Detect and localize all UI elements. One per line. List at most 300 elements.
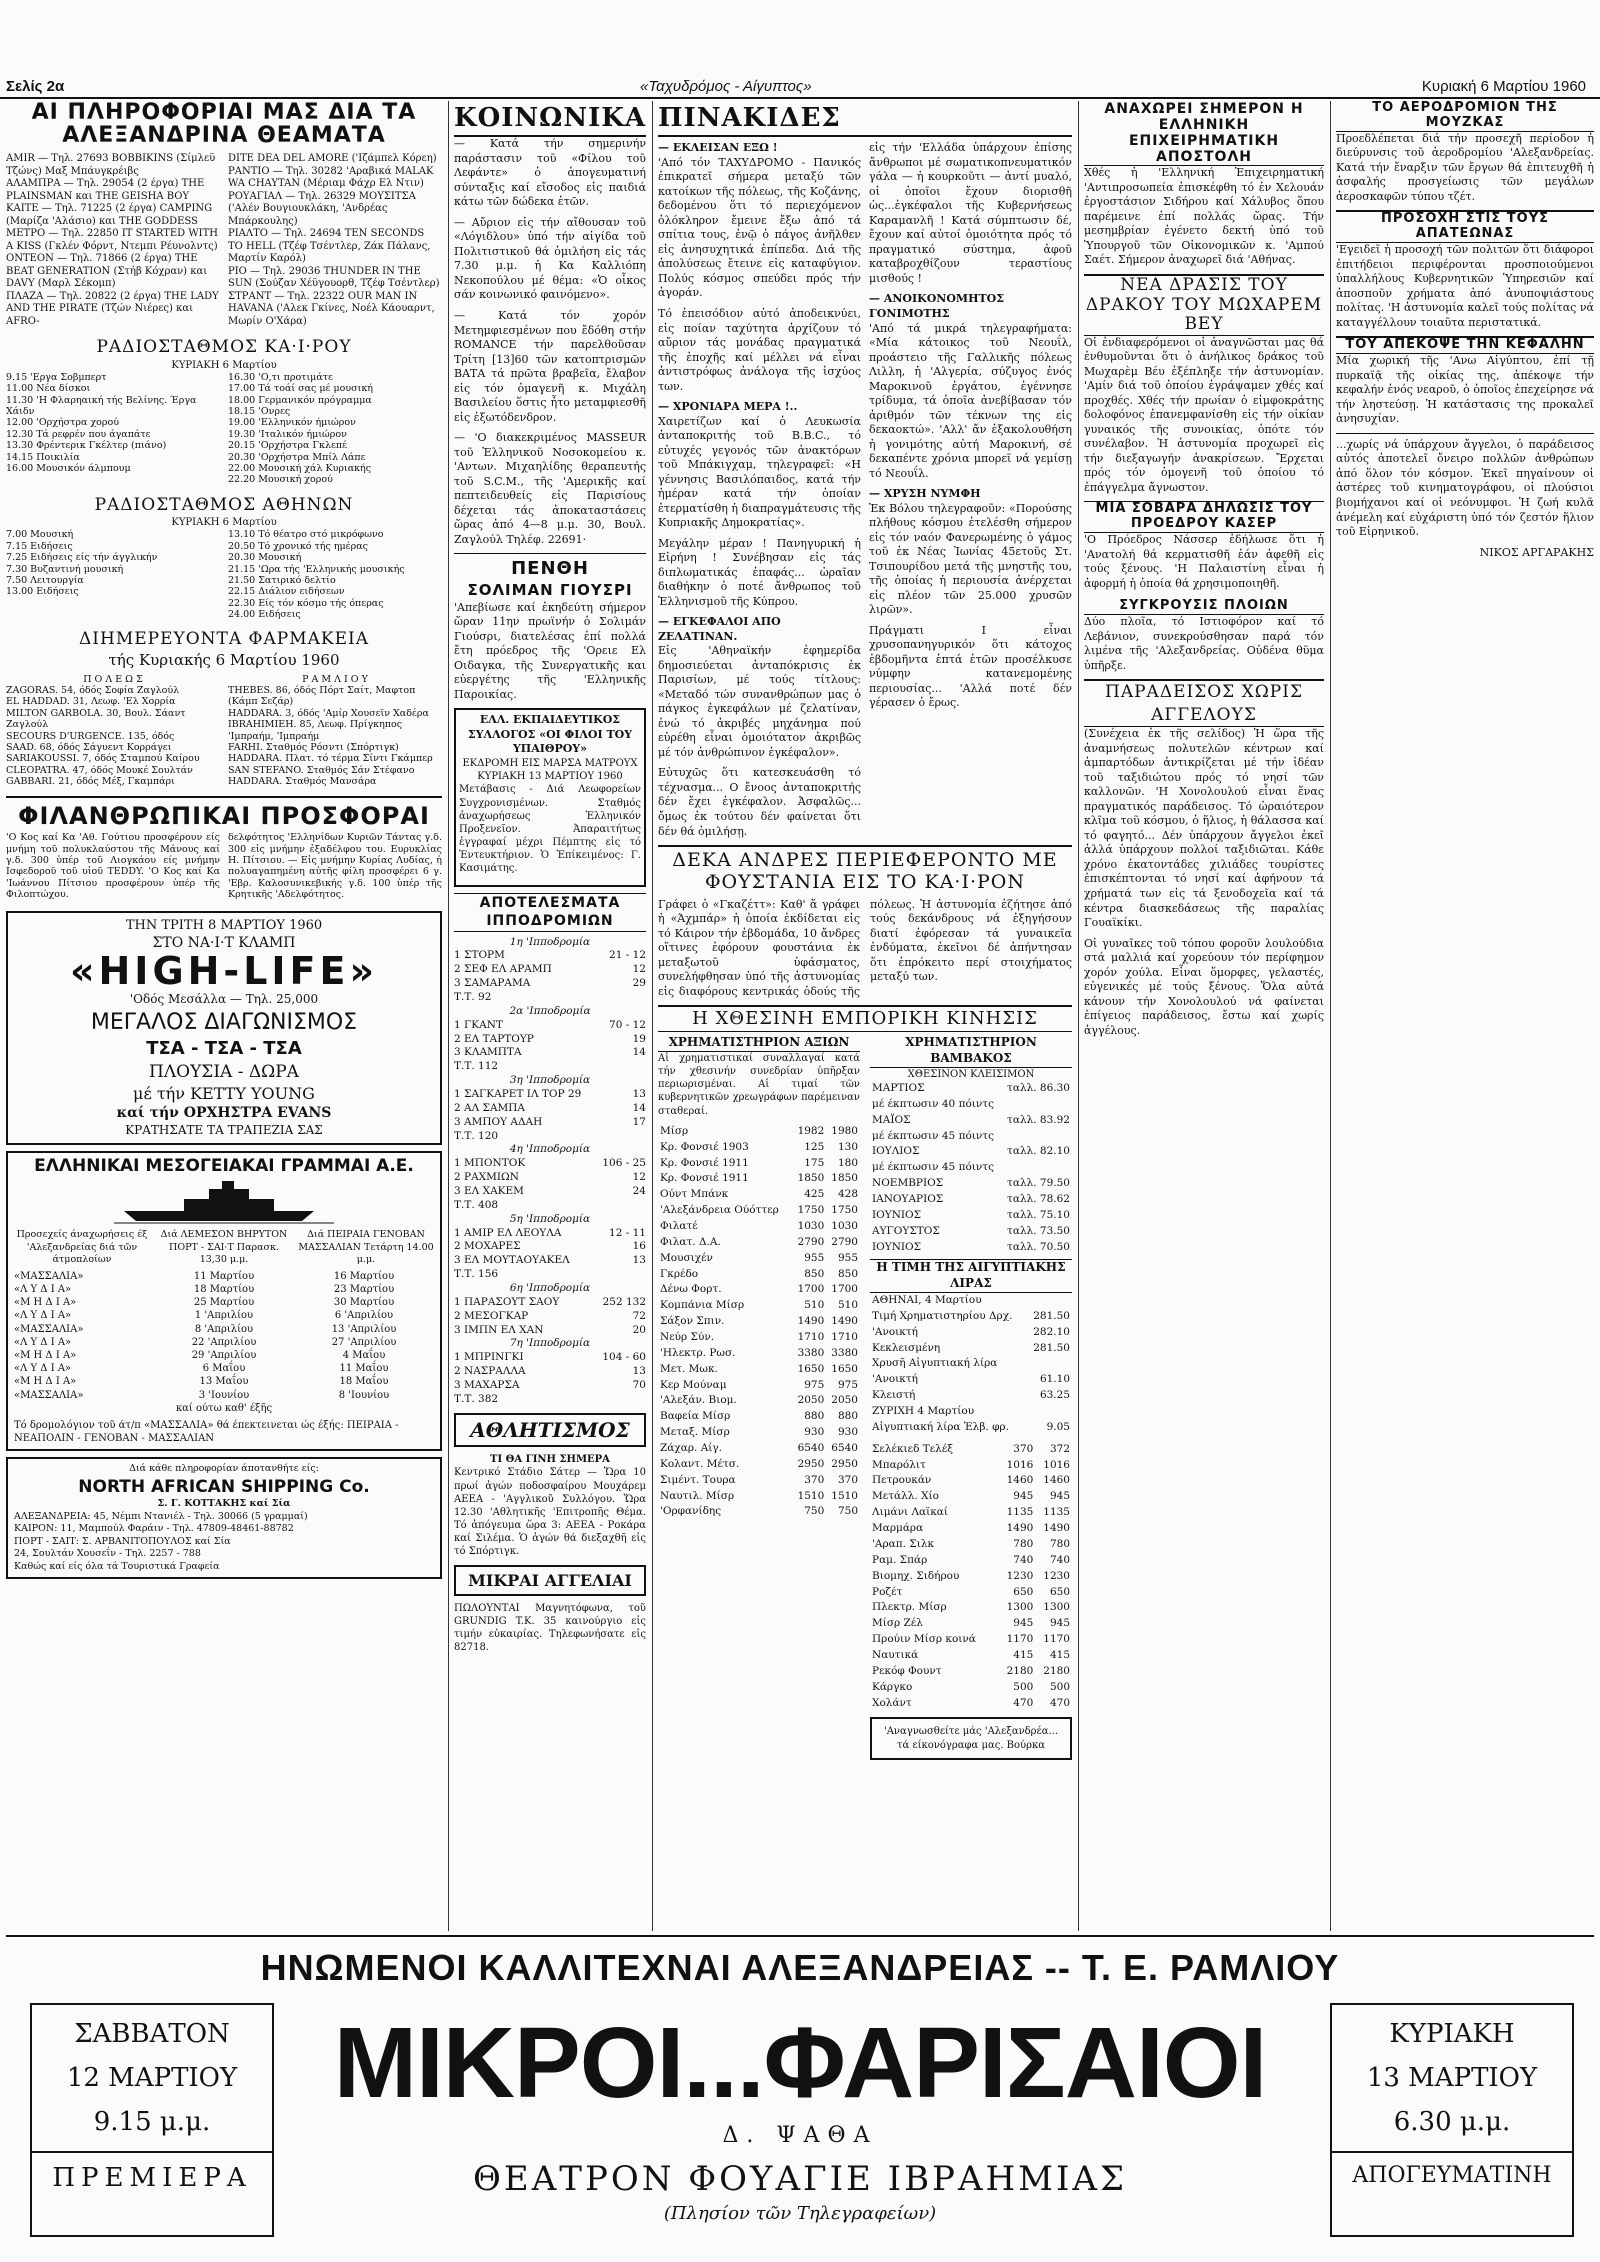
- table-label: ΙΟΥΝΙΟΣ: [872, 1208, 922, 1221]
- note-paragraph: 'Από τά μικρά τηλεγραφήματα: «Μία κάτοικος τοῦ Νεουΐλ, προάστειο τῆς Γαλλικῆς πόλεως Λιλλη, ἡ 'Αλγερία, σύζυγος ἐνός Μαροκινοῦ ἐργάτου, ἐγέννησε τρίδυμα, τά ὁποῖα ἀνεβίβασαν τόν ἀριθμόν τῶν τέκνων της εἰς δεκαοκτώ». 'Αλλ' ἄν ἐξακολουθήση ἡ γονιμότης αὐτή Μαροκινή, σέ δεκαπέντε χρόνια μπορεῖ νά γεμίσῃ τό Νεουΐλ.: [869, 321, 1072, 480]
- stock-row: [658, 1504, 860, 1520]
- race-result-row: [454, 963, 646, 977]
- table-value: 1850: [797, 1172, 825, 1185]
- table-label: ΑΥΓΟΥΣΤΟΣ: [872, 1224, 940, 1237]
- table-label: Ραμ. Σπάρ: [872, 1553, 928, 1566]
- stocks-table: [658, 1124, 860, 1520]
- pharmacy-entry: GABBARI. 21, όδός Μέξ, Γκαμπάρι: [6, 776, 175, 788]
- table-value: 500: [1049, 1680, 1070, 1693]
- table-value: 1850: [831, 1172, 858, 1185]
- horse-name: 2 ΡΑΧΜΙΩΝ: [454, 1171, 519, 1184]
- shipping-row: [14, 1336, 434, 1349]
- table-value: 1750: [831, 1204, 858, 1217]
- column-divider: [652, 101, 653, 1931]
- table-value: 650: [1049, 1585, 1070, 1598]
- radio-item: 11.30 'Η Φλαρηαική τής Βελίνης. Έργα Χάιδν: [6, 394, 197, 417]
- table-value: 945: [1049, 1617, 1070, 1630]
- charity-text: δελφότητος 'Ελληνίδων Κυριῶν Τάντας γ.δ. 300 εἰς μνήμην ἐξαδέλφου του. Ευρυκλίας Η. Πίτσιου. — Εἰς μνήμην Κυρίας Λυδίας, ἡ πολυαγαπημένη αὐτῆς φίλη προσφέρει 6 γ. 'Εβρ. Καλοσυνικεβικής γ.δ. 100 ὑπέρ τῆς Κρητικῆς 'Αδελφότητος.: [228, 832, 442, 901]
- table-label: 'Ηλεκτρ. Ρωσ.: [660, 1346, 736, 1359]
- race-tote: Τ.Τ. 382: [454, 1392, 499, 1405]
- table-label: ΙΟΥΝΙΟΣ: [872, 1240, 922, 1253]
- note-paragraph: Ἐκ Βόλου τηλεγραφοῦν: «Πορούσης πλήθους κόσμου ἐτελέσθη σήμερον εἰς τόν ναόν Φανερωμένης ὁ γάμος τοῦ ἐκ Νέας Ἰωνίας 45ετοῦς Στ. Τσιπουρίδου μετά τῆς μνηστῆς του, τῆς ὁποίας ἡ περιουσία ἀνέρχεται εἰς πλέον τῶν 25.000 χρυσῶν λιρῶν».: [869, 501, 1072, 617]
- commerce-body: [658, 1035, 1072, 1766]
- charity-body: [6, 832, 442, 906]
- stock-row: [658, 1282, 860, 1298]
- radio-item: 7.30 Βυζαντινή μουσική: [6, 563, 124, 575]
- pharmacy-list: [6, 674, 442, 788]
- radio-item: 22.15 Διάλιον ειδήσεων: [228, 586, 345, 598]
- classifieds-title: ΜΙΚΡΑΙ ΑΓΓΕΛΙΑΙ: [454, 1565, 646, 1596]
- table-value: 1510: [831, 1489, 858, 1502]
- table-value: 370: [837, 1473, 858, 1486]
- table-label: Σιμέντ. Τουρα: [660, 1473, 736, 1486]
- table-value: 180: [837, 1156, 858, 1169]
- ship-name: «Λ Υ Δ Ι Α»: [14, 1336, 72, 1348]
- race-result-row: [454, 1046, 646, 1060]
- pound-row: [870, 1420, 1072, 1436]
- obituary-text: 'Απεβίωσε καί ἐκηδεύτη σήμερον ὥραν 11ην πρωϊνήν ὁ Σολιμάν Γιούσρι, διατελέσας ἐπί πολλά ἔτη πρόεδρος τῆς 'Ορειε Ελ Οιδαγκα, τῆς Συνεργατικῆς και εὐεργέτης τῆς 'Ελληνικῆς Παροικίας.: [454, 600, 646, 701]
- cotton-row: [870, 1176, 1072, 1192]
- beheading-headline: ΤΟΥ ΑΠΕΚΟΨΕ ΤΗΝ ΚΕΦΑΛΗΝ: [1336, 336, 1594, 354]
- pharmacy-entry: THEBES. 86, όδός Πόρτ Σαίτ, Μαφτοπ (Κάμπ Σεζάρ): [228, 685, 416, 708]
- table-value: 1490: [1006, 1522, 1034, 1535]
- pound-row: [870, 1309, 1072, 1325]
- radio-athens-title: ΡΑΔΙΟΣΤΑΘΜΟΣ ΑΘΗΝΩΝ: [94, 494, 354, 515]
- table-value: 930: [837, 1426, 858, 1439]
- highlife-reserve: ΚΡΑΤΗΣΑΤΕ ΤΑ ΤΡΑΠΕΖΙΑ ΣΑΣ: [125, 1122, 323, 1137]
- horse-name: 1 ΣΤΟΡΜ: [454, 949, 505, 962]
- column-news: [1084, 101, 1324, 1044]
- sailing-date: 11 Μαρτίου: [193, 1270, 255, 1282]
- table-value: 1300: [1006, 1601, 1034, 1614]
- race-result-row: [454, 1365, 646, 1379]
- column-news-right: [1336, 101, 1594, 560]
- table-label: Νεύρ Σύν.: [660, 1331, 715, 1344]
- cinema-entry: ΠΛΑΖΑ — Τηλ. 20822 (2 έργα) THE LADY AND THE PIRATE (Τζών Νιέρες) και AFRO-: [6, 290, 219, 327]
- ship-icon: [114, 1179, 334, 1225]
- newspaper-name: «Ταχυδρόμος - Αίγυπτος»: [640, 78, 812, 95]
- race-payout: 252 132: [602, 1295, 646, 1308]
- cotton-row: [870, 1097, 1072, 1113]
- classifieds-text: ΠΩΛΟΥΝΤΑΙ Μαγνητόφωνα, τοῦ GRUNDIG T.K. 35 καινούργιο εἰς τιμήν εὐκαιρίας. Τηλεφωνήσατε εἰς 82718.: [454, 1602, 646, 1654]
- market-row: [870, 1458, 1072, 1474]
- market-row: [870, 1442, 1072, 1458]
- radio-athens-schedule: [6, 529, 442, 620]
- shipping-etc: καί ούτω καθ' έξῆς: [175, 1402, 273, 1414]
- premiere-day: ΣΑΒΒΑΤΟΝ: [74, 2019, 230, 2049]
- club-text: Μετάβασις - Διά Λεωφορείων Συγχρονισμένων. Σταθμός ἀναχωρήσεως Ἑλληνικόν Προξενεῖον. Ἀπαραιτήτως ἐγγραφαί μέχρι Πέμπτης εἰς τό Ἐντευκτήριον. Ὁ Ἐπίκειμένος: Γ. Κασιμάτης.: [459, 784, 641, 875]
- radio-item: 11.00 Νέα δίσκοι: [6, 383, 91, 395]
- premiere-date: 12 ΜΑΡΤΙΟΥ: [66, 2063, 238, 2093]
- race-heading: 3η 'Ιπποδρομία: [509, 1074, 591, 1087]
- note-paragraph: Πράγματι Ι εἶναι χρυσοπανηγυρικόν ὅτι κάτοχος ἑβδομῆντα ἑπτά ἐτῶν προσέλκυσε νύμφην κατανεμομένης περιουσίας... 'Αλλά ποτέ δέν γέρασεν ὁ ἔρως.: [869, 623, 1072, 710]
- market-row: [870, 1664, 1072, 1680]
- race-result-row: [454, 1310, 646, 1324]
- pharmacies-title: ΔΙΗΜΕΡΕΥΟΝΤΑ ΦΑΡΜΑΚΕΙΑ: [79, 629, 369, 650]
- table-label: Προύιν Μίσρ κοινά: [872, 1633, 976, 1646]
- pharmacy-entry: HADDARA. Σταθμός Μανσάρα: [228, 776, 377, 788]
- market-row: [870, 1600, 1072, 1616]
- route-header: Διά ΠΕΙΡΑΙΑ ΓΕΝΟΒΑΝ ΜΑΣΣΑΛΙΑΝ Τετάρτη 14.00 μ.μ.: [298, 1229, 434, 1266]
- table-value: 1980: [831, 1124, 858, 1137]
- table-value: 750: [804, 1505, 825, 1518]
- club-subtitle: ΕΚΔΡΟΜΗ ΕΙΣ ΜΑΡΣΑ ΜΑΤΡΟΥΧ ΚΥΡΙΑΚΗ 13 ΜΑΡΤΙΟΥ 1960: [462, 757, 638, 783]
- radio-item: 20.50 Τό χρονικό τής ημέρας: [228, 540, 368, 552]
- table-value: ταλλ. 75.10: [1007, 1208, 1070, 1221]
- stock-row: [658, 1314, 860, 1330]
- sailing-date: 4 Μαΐου: [342, 1350, 386, 1361]
- table-value: 1030: [797, 1220, 825, 1232]
- radio-item: 7.50 Λειτουργία: [6, 574, 84, 586]
- matinee-date: 13 ΜΑΡΤΙΟΥ: [1366, 2063, 1538, 2093]
- table-value: 175: [804, 1156, 825, 1169]
- stock-row: [658, 1441, 860, 1457]
- horse-name: 3 ΕΛ ΧΑΚΕΜ: [454, 1185, 524, 1198]
- ship-name: «ΜΑΣΣΑΛΙΑ»: [14, 1323, 84, 1335]
- table-value: 2050: [797, 1394, 825, 1407]
- ship-name: «Μ Η Δ Ι Α»: [14, 1376, 77, 1388]
- horse-name: 1 ΜΠΡΙΝΓΚΙ: [454, 1351, 524, 1364]
- shipping-row: [14, 1389, 434, 1402]
- radio-cairo-date: ΚΥΡΙΑΚΗ 6 Μαρτίου: [171, 359, 277, 371]
- dragon-text: Οἱ ἐνδιαφερόμενοι οἱ ἀναγνῶσται μας θά ἐνθυμοῦνται ὅτι ὁ ἀνήλικος δράκος τοῦ Μωχαρὲμ Βέυ ἐξέπληξε τήν ἀστυνομίαν. 'Αμίν διά τοῦ ὁποίου ἐγράψαμεν χθές καί προχθές. Χθές τήν πρωίαν ὁ εἰμφοκράτης δολοφόνος ἐπανεμφανίσθη εἰς τήν οἰκίαν γυναικός τῆς συνοικίας, ὁπότε τόν συνέλαβον. Ἡ ἀστυνομία προχωρεῖ εἰς τήν διεξαγωγήν ἀνακρίσεων. Ἔρχεται πρός τόν ὁμογενῆ τοῦ ὁποίου τό ἐπάγγελμα ἄγνωστον.: [1084, 335, 1324, 494]
- table-value: 650: [1013, 1585, 1034, 1598]
- race-result-row: [454, 1116, 646, 1130]
- radio-item: 24.00 Ειδήσεις: [228, 609, 301, 621]
- column-social: [454, 101, 646, 1661]
- table-label: Μετάλλ. Χίο: [872, 1490, 939, 1503]
- table-label: Μίσρ Ζέλ: [872, 1617, 923, 1630]
- radio-item: 20.15 'Ορχήστρα Γκλεπέ: [228, 440, 348, 452]
- stocks-title: ΧΡΗΜΑΤΙΣΤΗΡΙΟΝ ΑΞΙΩΝ: [658, 1035, 860, 1052]
- table-value: 850: [804, 1267, 825, 1280]
- note-paragraph: 'Από τόν ΤΑΧΥΔΡΟΜΟ - Πανικός ἐπικρατεῖ σήμερα μεταξύ τῶν κατοίκων τῆς πόλεως, τῆς Κοζάνης, δεδομένου ὅτι τό περιεχόμενον ὁλόκληρον ἔμεινε ἔξω ἀπό τά σπίτια τους, ἐνῷ ὁ πάγος ἀνῆλθεν εἰς ἀνησυχητικά ἐπίπεδα. Διά τῆς ἀπολύσεως ἔτεινε εἰς καταφύγιον. Πολύς κόσμος σπεύδει πρός τήν ἀγοράν.: [658, 155, 861, 300]
- radio-item: 13.30 Φρέντερικ Γκέλτερ (πιάνο): [6, 440, 167, 452]
- race-result-row: [454, 1379, 646, 1393]
- race-payout: 21 - 12: [609, 949, 646, 962]
- sailing-date: 13 'Απριλίου: [331, 1323, 397, 1335]
- cinema-entry: DITE DEA DEL AMORE ('Ιζάμπελ Κόρεη): [228, 153, 437, 165]
- table-label: Κλειστή: [872, 1389, 916, 1402]
- sailing-date: 30 Μαρτίου: [333, 1297, 395, 1309]
- cotton-exchange: [870, 1035, 1072, 1766]
- cotton-row: [870, 1144, 1072, 1160]
- stock-row: [658, 1187, 860, 1203]
- column-divider: [448, 101, 449, 1931]
- race-heading: 2α 'Ιπποδρομία: [509, 1004, 591, 1017]
- sailing-date: 8 'Απριλίου: [194, 1323, 254, 1335]
- stock-row: [658, 1235, 860, 1251]
- horse-name: 1 ΑΜΙΡ ΕΛ ΛΕΟΥΛΑ: [454, 1226, 562, 1239]
- pharmacy-entry: EL HADDAD. 31, Λεωφ. 'Ελ Χορρία: [6, 696, 176, 708]
- pound-row: [870, 1325, 1072, 1341]
- table-value: 2790: [831, 1235, 858, 1248]
- table-value: 1490: [1043, 1522, 1070, 1535]
- table-value: 2950: [831, 1457, 858, 1470]
- table-value: 1982: [797, 1124, 825, 1137]
- horse-name: 3 ΣΑΜΑΡΑΜΑ: [454, 977, 531, 990]
- race-heading: 5η 'Ιπποδρομία: [509, 1212, 591, 1225]
- table-value: 750: [837, 1505, 858, 1518]
- horse-name: 2 ΣΕΦ ΕΛ ΑΡΑΜΠ: [454, 963, 552, 976]
- race-payout: 104 - 60: [602, 1351, 646, 1364]
- horse-name: 1 ΜΠΟΝΤΟΚ: [454, 1157, 526, 1170]
- nas-line: ΑΛΕΞΑΝΔΡΕΙΑ: 45, Νέμπι Ντανιέλ - Τηλ. 30066 (5 γραμμαί): [14, 1510, 308, 1522]
- table-label: ΑΘΗΝΑΙ, 4 Μαρτίου: [872, 1294, 982, 1307]
- radio-item: 16.00 Μουσικόν άλμπουμ: [6, 462, 131, 474]
- cinema-entry: ΡΑΝΤΙΟ — Τηλ. 30282 'Αραβικά MALAK WA CHAYTAN (Μέριαμ Φάχρ Ελ Ντιν): [228, 165, 434, 190]
- table-label: ΜΑΪΟΣ: [872, 1113, 911, 1126]
- note-paragraph: Μεγάλην μέραν ! Πανηγυρική ἡ Εἰρήνη ! Συνέβησαν εἰς τάς διπλωματικάς ἐπαφάς... ὡραῖαν διαθήκην ὁ ποτέ ἄνθρωπος τοῦ Ἐλληνισμοῦ τῆς Κύπρου.: [658, 536, 861, 608]
- race-payout: 14: [632, 1046, 646, 1059]
- table-label: 'Ανοικτή: [872, 1325, 918, 1338]
- stock-row: [658, 1171, 860, 1187]
- radio-item: 17.00 Τά τοάί σας μέ μουσική: [228, 383, 373, 395]
- pharmacy-entry: HADDARA. 3, όδός 'Αμίρ Χουσεϊν Χαδέρα: [228, 707, 429, 719]
- race-result-row: [454, 1157, 646, 1171]
- paradise-text: Οἱ γυναῖκες τοῦ τόπου φοροῦν λουλούδια στά μαλλιά καί χορεύουν τόν περίφημον χορόν χούλα. Εἶναι ὅμορφες, γελαστές, εὐγενικές μέ τούς ξένους. Ὅλα αὐτά κάνουν τήν Χονολουλού νά φαίνεται ἐπίγειος παράδεισος, ἔστω καί χωρίς ἀγγέλους.: [1084, 936, 1324, 1037]
- table-label: ΖΥΡΙΧΗ 4 Μαρτίου: [872, 1405, 975, 1418]
- nas-line: 24, Σουλτάν Χουσεΐν - Τηλ. 2257 - 788: [14, 1548, 201, 1560]
- stock-row: [658, 1219, 860, 1235]
- table-value: ταλλ. 86.30: [1007, 1081, 1070, 1094]
- notes-body: [658, 141, 1072, 845]
- shipping-row: [14, 1309, 434, 1322]
- pound-row: [870, 1341, 1072, 1357]
- race-result-row: [454, 1102, 646, 1116]
- stock-row: [658, 1203, 860, 1219]
- collision-headline: ΣΥΓΚΡΟΥΣΙΣ ΠΛΟΙΩΝ: [1084, 597, 1324, 615]
- table-label: ΙΟΥΛΙΟΣ: [872, 1145, 920, 1158]
- race-results: [454, 936, 646, 1407]
- cotton-row: [870, 1081, 1072, 1097]
- radio-item: 13.00 Ειδήσεις: [6, 586, 79, 598]
- table-value: 1510: [797, 1489, 825, 1502]
- table-value: 850: [837, 1267, 858, 1280]
- race-payout: 106 - 25: [602, 1157, 646, 1170]
- race-payout: 70: [632, 1379, 646, 1392]
- cinema-entry: ΣΤΡΑΝΤ — Τηλ. 22322 OUR MAN IN HAVANA ('Αλεκ Γκίνες, Νοέλ Κάουαρντ, Μωρίν Ο'Χάρα): [228, 290, 435, 327]
- race-payout: 17: [632, 1115, 646, 1128]
- sailing-date: 18 Μαΐου: [339, 1376, 389, 1388]
- table-value: [1002, 1097, 1072, 1113]
- stock-row: [658, 1473, 860, 1489]
- table-value: 1170: [1006, 1633, 1034, 1646]
- horse-name: 3 ΕΛ ΜΟΥΤΑΟΥΑΚΕΛ: [454, 1254, 570, 1267]
- club-title: ΕΛΛ. ΕΚΠΑΙΔΕΥΤΙΚΟΣ ΣΥΛΛΟΓΟΣ «ΟΙ ΦΙΛΟΙ ΤΟΥ ΥΠΑΙΘΡΟΥ»: [467, 713, 633, 756]
- banner-rule: [6, 1935, 1594, 1937]
- table-value: 372: [1049, 1442, 1070, 1455]
- radio-cairo-title: ΡΑΔΙΟΣΤΑΘΜΟΣ ΚΑ·Ι·ΡΟΥ: [96, 337, 352, 358]
- nas-agents: Διά κάθε πληροφορίαν άποτανθήτε είς:: [129, 1463, 319, 1475]
- sailing-date: 11 Μαΐου: [339, 1363, 389, 1375]
- radio-item: 21.50 Σατιρικό δελτίο: [228, 574, 336, 586]
- charity-title: ΦΙΛΑΝΘΡΩΠΙΚΑΙ ΠΡΟΣΦΟΡΑΙ: [6, 796, 442, 833]
- pound-table: [870, 1293, 1072, 1436]
- play-title: ΜΙΚΡΟΙ...ΦΑΡΙΣΑΙΟΙ: [333, 2007, 1267, 2119]
- market-row: [870, 1585, 1072, 1601]
- table-value: [1002, 1160, 1072, 1176]
- pound-row: [870, 1293, 1072, 1309]
- stock-row: [658, 1124, 860, 1140]
- table-value: 740: [1013, 1553, 1034, 1566]
- radio-item: 18.15 'Ονρες: [228, 405, 291, 417]
- table-value: 780: [1013, 1537, 1034, 1550]
- nas-line: ΠΟΡΤ - ΣΑΙΤ: Σ. ΑΡΒΑΝΙΤΟΠΟΥΛΟΣ καί Σία: [14, 1535, 231, 1547]
- table-value: 470: [1013, 1696, 1034, 1709]
- shipping-row: [14, 1270, 434, 1283]
- stock-row: [658, 1267, 860, 1283]
- radio-item: 22.30 Είς τόν κόσμο τής όπερας: [228, 597, 384, 609]
- market-row: [870, 1569, 1072, 1585]
- table-value: 370: [804, 1473, 825, 1486]
- table-value: 281.50: [1033, 1341, 1070, 1354]
- table-value: 61.10: [1039, 1373, 1070, 1386]
- horse-name: 3 ΜΑΧΑΡΣΑ: [454, 1379, 520, 1392]
- table-label: Μπαρόλιτ: [872, 1458, 926, 1471]
- race-result-row: [454, 949, 646, 963]
- race-tote: Τ.Τ. 156: [454, 1268, 499, 1281]
- table-label: Ναυτικά: [872, 1648, 919, 1661]
- pharmacy-entry: IBRAHIMIEH. 85, Λεωφ. Πρίγκηπος 'Ιμπραήμ, 'Ιμπραήμ: [228, 719, 403, 742]
- highlife-ad: [6, 911, 442, 1145]
- horse-name: 2 ΕΛ ΤΑΡΤΟΥΡ: [454, 1032, 534, 1045]
- table-value: 740: [1049, 1553, 1070, 1566]
- note-heading: — ΧΡΟΝΙΑΡΑ ΜΕΡΑ !..: [658, 400, 798, 414]
- cotton-row: [870, 1113, 1072, 1129]
- table-label: Δένω Φορτ.: [660, 1283, 722, 1296]
- horse-name: 1 ΣΑΓΚΑΡΕΤ ΙΛ ΤΟΡ 29: [454, 1088, 582, 1101]
- table-value: 6540: [831, 1442, 858, 1455]
- table-value: 955: [837, 1251, 858, 1264]
- market-table: [870, 1442, 1072, 1712]
- radio-item: 14.15 Ποικιλία: [6, 451, 80, 463]
- highlife-venue-label: ΣΤΟ ΝΑ·Ι·Τ ΚΛΑΜΠ: [152, 934, 296, 951]
- table-value: 945: [1049, 1490, 1070, 1503]
- race-result-row: [454, 1254, 646, 1268]
- table-value: 1300: [1043, 1601, 1070, 1614]
- market-row: [870, 1680, 1072, 1696]
- table-label: Κρ. Φονσιέ 1911: [660, 1172, 749, 1185]
- stock-row: [658, 1140, 860, 1156]
- race-payout: 24: [632, 1185, 646, 1198]
- column-entertainment: [6, 101, 442, 1585]
- ten-men-text: Γράφει ὁ «Γκαζέττ»: Καθ' ἅ γράφει ἡ «Άχμπάρ» ἡ ὁποία ἐκδίδεται εἰς τό Κάιρον τήν ἑβδομάδα, 10 ἄνδρες οἵτινες ἐφόρουν φουστάνια ἐκ μεταξωτοῦ ὑφάσματος, συνελήφθησαν ὑπό τῆς ἀστυνομίας εἰς διαφόρους κεντρικάς ὁδούς τῆς πόλεως. Ἡ ἀστυνομία ἐζήτησε ἀπό τούς δεκάνδρους νά ἐξηγήσουν διατί ἐφόρεσαν τά γυναικεῖα ἐνδύματα, ἐκεῖνοι δέ ἀπήντησαν ὅτι ἐπρόκειτο περί στοιχήματος μεταξύ των.: [658, 897, 1072, 998]
- cinema-entry: AMIR — Τηλ. 27693 BOBBIKINS (Σίμλεϋ Τζώνς) Μαξ Μπάυγκρέιβς: [6, 153, 216, 177]
- paradise-headline: ΠΑΡΑΔΕΙΣΟΣ ΧΩΡΙΣ ΑΓΓΕΛΟΥΣ: [1084, 679, 1324, 727]
- pharmacy-entry: CLEOPATRA. 47, όδός Μουκέ Σουλτάν: [6, 764, 193, 776]
- table-label: Κομπάνια Μίσρ: [660, 1299, 745, 1312]
- cinema-entry: ΡΙΟ — Τηλ. 29036 THUNDER IN THE SUN (Σούζαν Χέϋγουορθ, Τζέφ Τσέντλερ): [228, 265, 440, 290]
- market-row: [870, 1632, 1072, 1648]
- table-value: [1028, 1293, 1072, 1309]
- radio-item: 12.00 'Ορχήστρα χορού: [6, 417, 119, 429]
- note-paragraph: Τό ἐπεισόδιον αὐτό ἀποδεικνύει, εἰς ποίαν ταχύτητα ἀρχίζουν τό αὔριον τάς μονάδας πραγματικά τῆς ἐποχῆς καί μέλλει νά εἶναι ἀντιστρόφως ἀνάλογα τῆς ἰσχύος των.: [658, 306, 861, 393]
- horse-name: 3 ΙΜΠΝ ΕΛ ΧΑΝ: [454, 1323, 544, 1336]
- ship-name: «Λ Υ Δ Ι Α»: [14, 1310, 72, 1322]
- race-result-row: [454, 1088, 646, 1102]
- cinema-entry: ΑΛΑΜΠΡΑ — Τηλ. 29054 (2 έργα) THE PLAINSMAN και THE GEISHA BOY: [6, 178, 205, 202]
- highlife-address: 'Οδός Μεσάλλα — Τηλ. 25,000: [129, 992, 319, 1007]
- stock-row: [658, 1298, 860, 1314]
- race-payout: 20: [632, 1323, 646, 1336]
- race-tote: Τ.Τ. 120: [454, 1129, 499, 1142]
- nas-line: ΚΑΙΡΟΝ: 11, Μαμπούλ Φαράιν - Τηλ. 47809-48461-88782: [14, 1523, 294, 1535]
- table-value: 955: [804, 1251, 825, 1264]
- table-label: 'Ανοικτή: [872, 1373, 918, 1386]
- note-paragraph: εἰς τήν 'Ελλάδα ὑπάρχουν ἐπίσης ἄνθρωποι μέ σωματικοπνευματικόν γάλα — ἡ κουρκοῦτι — ἀντί μυαλό, οἱ ὁποῖοι ἔχουν διορισθῆ ὡς...ἐγκέφαλοι τῆς Κυβερνήσεως Καραμανλῆ ! Κατά σύμπτωσιν δέ, ἔχουν καί αὐτοί ὁμοιότητα πρός τό πραγματικό σύστημα, ἀφοῦ καταβροχθίζουν τεραστίους μισθούς !: [869, 141, 1072, 285]
- ship-name: «Λ Υ Δ Ι Α»: [14, 1284, 72, 1296]
- table-value: 425: [804, 1188, 825, 1201]
- table-value: 3380: [831, 1346, 858, 1359]
- table-value: 130: [837, 1140, 858, 1153]
- table-label: Κερ Μούναμ: [660, 1378, 727, 1391]
- table-value: [1028, 1356, 1072, 1372]
- ten-men-headline: ΔΕΚΑ ΑΝΔΡΕΣ ΠΕΡΙΕΦΕΡΟΝΤΟ ΜΕ ΦΟΥΣΤΑΝΙΑ ΕΙΣ ΤΟ ΚΑ·Ι·ΡΟΝ: [658, 845, 1072, 894]
- table-label: ΜΑΡΤΙΟΣ: [872, 1081, 925, 1094]
- sailing-date: 23 Μαρτίου: [333, 1284, 395, 1296]
- horse-name: 3 ΑΜΠΟΥ ΑΔΑΗ: [454, 1115, 543, 1128]
- radio-item: 7.00 Μουσική: [6, 529, 74, 541]
- highlife-singer: μέ τήν KETTY YOUNG: [133, 1084, 315, 1104]
- market-row: [870, 1521, 1072, 1537]
- obituaries-title: ΠΕΝΘΗ: [454, 553, 646, 581]
- race-result-row: [454, 1324, 646, 1338]
- race-payout: 12: [632, 1171, 646, 1184]
- cotton-table: [870, 1081, 1072, 1255]
- matinee-day: ΚΥΡΙΑΚΗ: [1389, 2019, 1515, 2049]
- note-heading: — ΑΝΟΙΚΟΝΟΜΗΤΟΣ ΓΟΝΙΜΟΤΗΣ: [869, 292, 1005, 320]
- column-notes: [658, 101, 1072, 1766]
- highlife-name: «HIGH-LIFE»: [69, 949, 379, 994]
- theatre-location: (Πλησίον τῶν Τηλεγραφείων): [663, 2203, 937, 2224]
- cotton-row: [870, 1224, 1072, 1240]
- stock-row: [658, 1378, 860, 1394]
- table-value: [1002, 1129, 1072, 1145]
- cotton-row: [870, 1208, 1072, 1224]
- table-value: ταλλ. 78.62: [1007, 1192, 1070, 1205]
- race-heading: 6η 'Ιπποδρομία: [509, 1282, 591, 1295]
- matinee-tag: ΑΠΟΓΕΥΜΑΤΙΝΗ: [1332, 2151, 1572, 2188]
- club-notice: [454, 708, 646, 886]
- table-value: ταλλ. 73.50: [1007, 1224, 1070, 1237]
- route-header: Διά ΛΕΜΕΣΟΝ ΒΗΡΥΤΟΝ ΠΟΡΤ - ΣΑΙ·Τ Παρασκ. 13,30 μ.μ.: [160, 1229, 288, 1266]
- sailing-date: 22 'Απριλίου: [191, 1336, 257, 1348]
- stock-row: [658, 1457, 860, 1473]
- table-label: Γκρέδο: [660, 1267, 699, 1280]
- table-label: Φιλατ. Δ.Α.: [660, 1235, 721, 1248]
- airport-text: Προεδλέπεται διά τήν προσεχῆ περίοδον ἡ διεύρυνσις τοῦ ἀεροδρομίου 'Αλεξανδρείας. Κατά τήν ἔναρξιν τῶν ἔργων θά ἐπιτευχθῆ ἡ ἀσφαλής προσγείωσις τῶν μεγάλων ἀεροσκαφῶν τύπου τζέτ.: [1336, 131, 1594, 203]
- stock-row: [658, 1362, 860, 1378]
- cotton-title: ΧΡΗΜΑΤΙΣΤΗΡΙΟΝ ΒΑΜΒΑΚΟΣ: [870, 1035, 1072, 1068]
- notes-title: ΠΙΝΑΚΙΔΕΣ: [658, 101, 1072, 137]
- race-payout: 12 - 11: [609, 1226, 646, 1239]
- pharmacy-area-heading: Ρ Α Μ Λ Ι Ο Υ: [302, 673, 368, 685]
- table-value: 2790: [797, 1235, 825, 1248]
- fraud-headline: ΠΡΟΣΟΧΗ ΣΤΙΣ ΤΟΥΣ ΑΠΑΤΕΩΝΑΣ: [1336, 210, 1594, 243]
- column-divider: [1330, 101, 1331, 1931]
- sailing-date: 6 'Απριλίου: [334, 1310, 394, 1322]
- sailing-date: 16 Μαρτίου: [333, 1270, 395, 1282]
- horse-name: 2 ΜΕΣΟΓΚΑΡ: [454, 1309, 529, 1322]
- pound-row: [870, 1388, 1072, 1404]
- table-value: 1460: [1006, 1474, 1034, 1487]
- fraud-text: 'Εγειδεῖ ἡ προσοχή τῶν πολιτῶν ὅτι διάφοροι ἐπιτήδειοι περιφέρονται προσποιούμενοι ὑπαλλήλους Κυβερνητικῶν Ὑπηρεσιῶν καί ἀποσποῦν χρήματα ἀπό ἀνυποψιάστους πολίτας. 'Η ἀστυνομία καλεῖ τούς πολίτας νά καταγγέλλουν τοιαῦτα περιστατικά.: [1336, 243, 1594, 329]
- race-result-row: [454, 1171, 646, 1185]
- table-label: Κρ. Φονσιέ 1911: [660, 1156, 749, 1169]
- highlife-date: ΤΗΝ ΤΡΙΤΗ 8 ΜΑΡΤΙΟΥ 1960: [125, 917, 323, 933]
- shipping-row: [14, 1375, 434, 1388]
